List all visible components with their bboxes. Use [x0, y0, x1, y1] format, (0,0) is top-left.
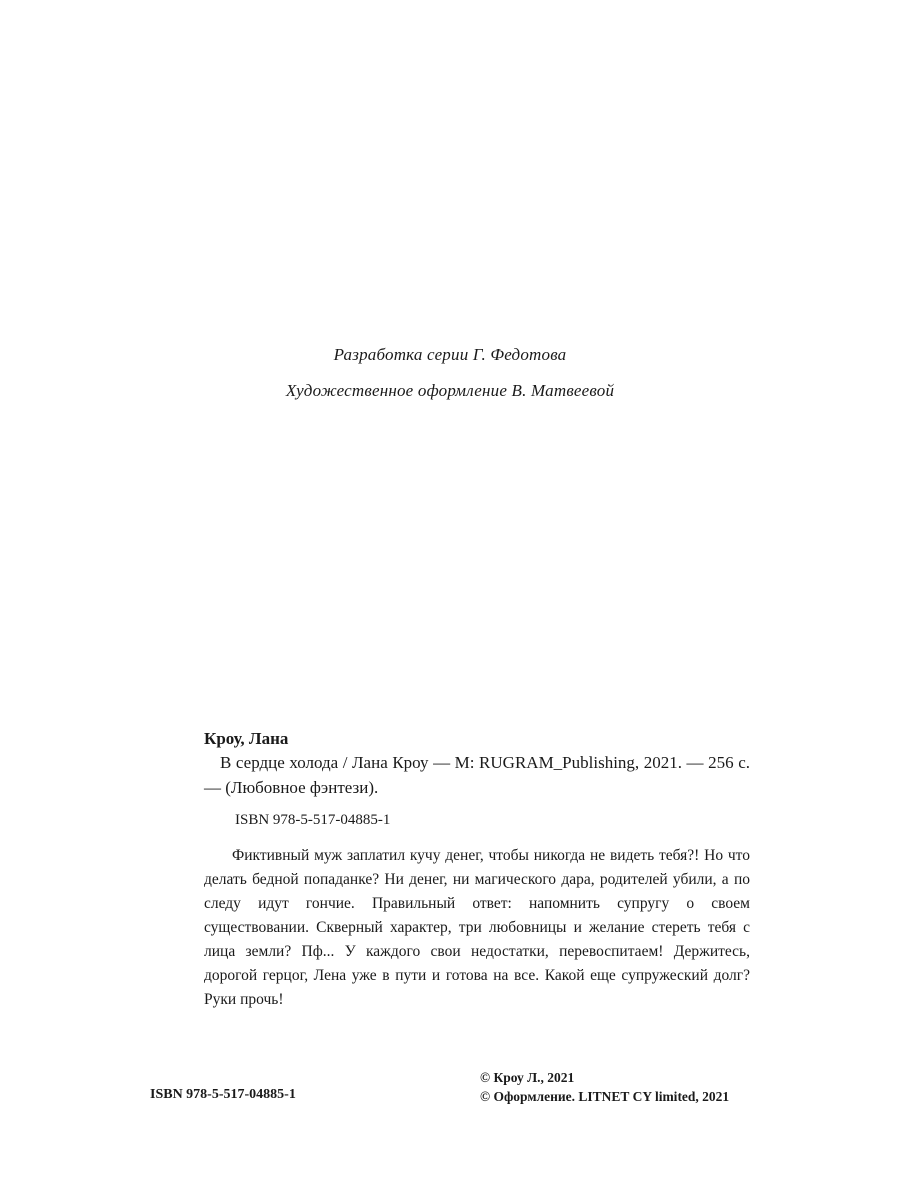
bibliographic-record — [204, 728, 750, 1012]
copyright-design: © Оформление. LITNET CY limited, 2021 — [480, 1089, 730, 1104]
annotation-paragraph: Фиктивный муж заплатил кучу денег, чтобы никогда не видеть тебя?! Но что делать бедной попаданке? Ни денег, ни магического дара, родителей убили, а по следу идут гончие. Правильный ответ: напомнить супругу о своем существовании. Скверный характер, три любовницы и желание стереть тебя с лица земли? Пф... У каждого свои недостатки, перевоспитаем! Держитесь, дорогой герцог, Лена уже в пути и готова на все. Какой еще супружеский долг? Руки прочь! — [204, 847, 750, 1008]
copyright-author: © Кроу Л., 2021 — [480, 1070, 575, 1085]
citation-text: В сердце холода / Лана Кроу — М: RUGRAM_Publishing, 2021. — 256 с. — (Любовное фэнтези). — [204, 753, 750, 797]
author-heading: Кроу, Лана — [204, 729, 289, 748]
isbn-line: ISBN 978-5-517-04885-1 — [235, 812, 391, 828]
copyright-block — [480, 1068, 729, 1106]
series-credit: Разработка серии Г. Федотова — [333, 345, 567, 364]
design-credit: Художественное оформление В. Матвеевой — [285, 381, 615, 400]
footer-isbn: ISBN 978-5-517-04885-1 — [150, 1087, 296, 1102]
